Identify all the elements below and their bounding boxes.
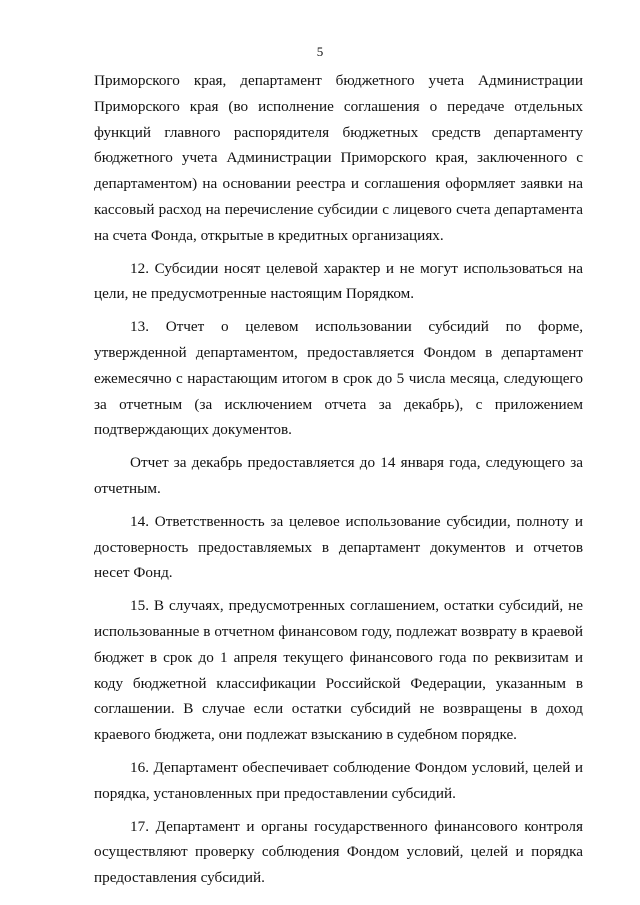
paragraph-15: 15. В случаях, предусмотренных соглашением, остатки субсидий, не использованные в отчетном финансовом году, подлежат возврату в краевой бюджет в срок до 1 апреля текущего финансового года по реквизитам и коду бюджетной классификации Российской Федерации, указанным в соглашении. В случае если остатки субсидий не возвращены в доход краевого бюджета, они подлежат взысканию в судебном порядке. bbox=[94, 597, 583, 744]
paragraph-12: 12. Субсидии носят целевой характер и не могут использоваться на цели, не предусмотренные настоящим Порядком. bbox=[94, 259, 583, 303]
paragraph-14: 14. Ответственность за целевое использование субсидии, полноту и достоверность предоставляемых в департамент документов и отчетов несет Фонд. bbox=[94, 512, 583, 582]
paragraph-13: 13. Отчет о целевом использовании субсидий по форме, утвержденной департаментом, предоставляется Фондом в департамент ежемесячно с нарастающим итогом в срок до 5 числа месяца, следующего за отчетным (за исключением отчета за декабрь), с приложением подтверждающих документов. bbox=[94, 318, 583, 439]
paragraph-16: 16. Департамент обеспечивает соблюдение Фондом условий, целей и порядка, установленных при предоставлении субсидий. bbox=[94, 758, 583, 802]
paragraph-december-report: Отчет за декабрь предоставляется до 14 января года, следующего за отчетным. bbox=[94, 454, 583, 497]
paragraph-continuation: Приморского края, департамент бюджетного учета Администрации Приморского края (во исполнение соглашения о передаче отдельных функций главного распорядителя бюджетных средств департаменту бюджетного учета Администрации Приморского края, заключенного с департаментом) на основании реестра и соглашения оформляет заявки на кассовый расход на перечисление субсидии с лицевого счета департамента на счета Фонда, открытые в кредитных организациях. bbox=[94, 72, 583, 244]
document-body bbox=[94, 68, 583, 898]
paragraph-17: 17. Департамент и органы государственного финансового контроля осуществляют проверку соблюдения Фондом условий, целей и порядка предоставления субсидий. bbox=[94, 817, 583, 887]
page-number: 5 bbox=[316, 44, 324, 59]
